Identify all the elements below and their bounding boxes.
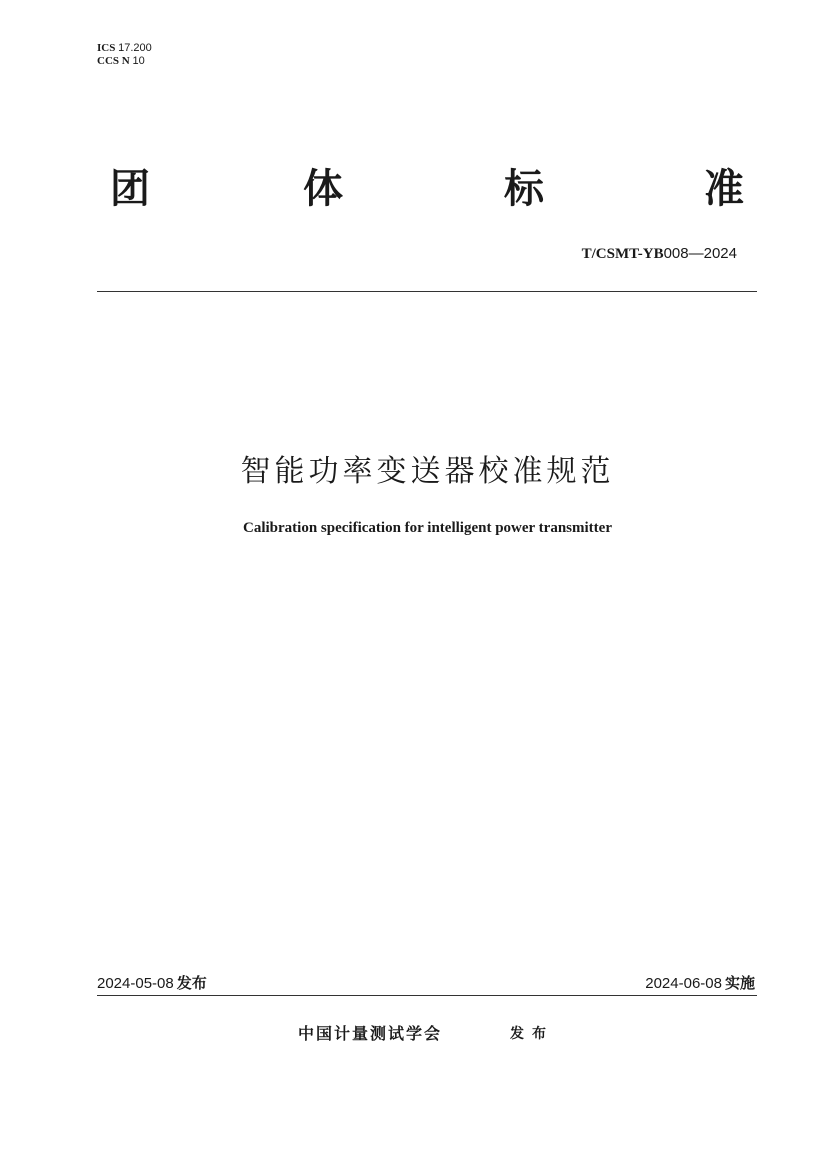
ics-value: 17.200 xyxy=(118,42,152,54)
publisher-action: 发布 xyxy=(510,1026,554,1042)
standard-type-char-1: 团 xyxy=(110,166,150,212)
issue-date-line xyxy=(97,972,207,993)
top-divider xyxy=(97,291,757,292)
bottom-divider xyxy=(97,995,757,996)
document-title-chinese: 智能功率变送器校准规范 xyxy=(240,454,615,489)
classification-codes xyxy=(97,42,152,68)
standard-type-char-4: 准 xyxy=(704,166,744,212)
effective-date-line xyxy=(645,972,755,993)
issue-label: 发布 xyxy=(176,974,207,992)
ccs-label: CCS N xyxy=(97,55,130,67)
effective-label: 实施 xyxy=(724,974,755,992)
document-title-english: Calibration specification for intelligent power transmitter xyxy=(243,520,612,536)
standard-type-char-2: 体 xyxy=(303,166,343,212)
standard-code xyxy=(582,244,737,263)
issue-date: 2024-05-08 xyxy=(97,975,174,992)
ccs-value: 10 xyxy=(132,55,145,67)
ccs-line xyxy=(97,55,152,68)
ics-line xyxy=(97,42,152,55)
standard-code-number: 008—2024 xyxy=(663,245,737,262)
standard-type-char-3: 标 xyxy=(504,166,544,212)
publisher-name: 中国计量测试学会 xyxy=(298,1024,443,1043)
standard-code-prefix: T/CSMT-YB xyxy=(581,246,664,262)
effective-date: 2024-06-08 xyxy=(645,975,722,992)
ics-label: ICS xyxy=(97,42,116,54)
